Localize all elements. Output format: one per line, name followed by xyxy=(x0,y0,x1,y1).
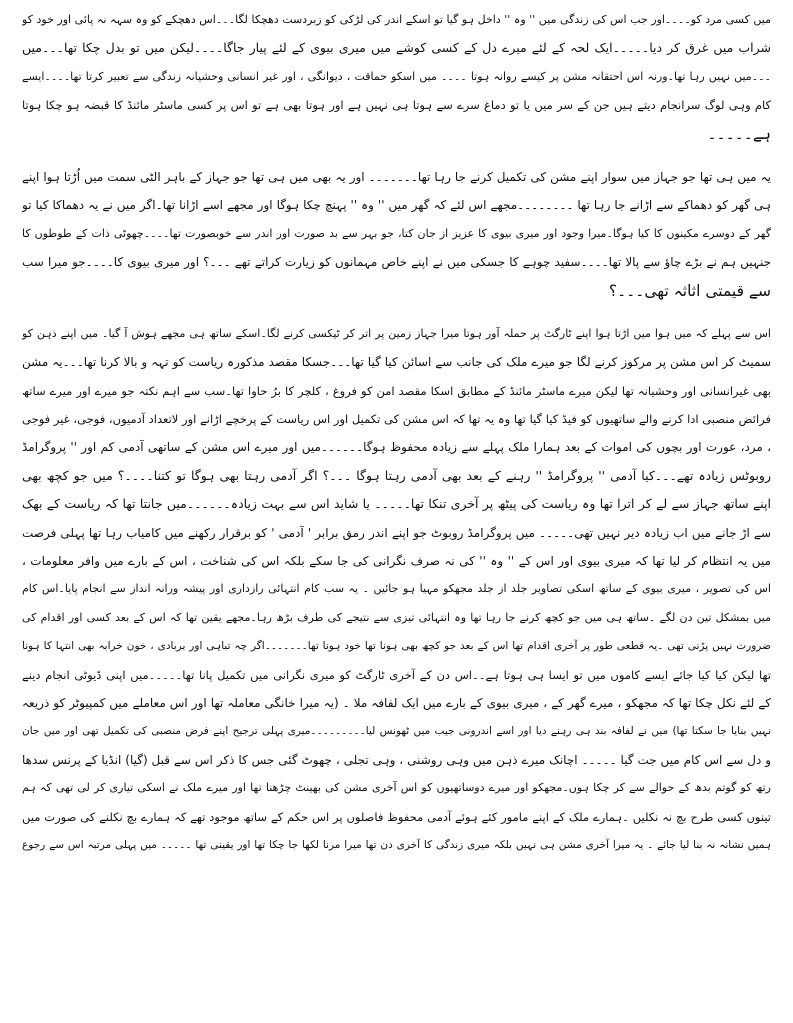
text-line: سے قیمتی اثاثہ تھی۔۔۔؟ xyxy=(608,281,771,300)
text-line: ضرورت نہیں پڑنی تھی ۔یہ قطعی طور پر آخری اقدام تھا اس کے بعد جو کچھ بھی ہونا تھا خود ہونا تھا۔۔۔۔۔۔۔اگر چہ تباہی اور بربادی ، خون خرابہ بھی انتہا کا ہونا xyxy=(22,640,771,653)
text-line: روبوٹس زیادہ تھے۔۔۔کیا آدمی '' پروگرامڈ '' رہنے کے بعد بھی آدمی رہتا ہوگا ۔۔۔؟ اگر آدمی رہتا بھی ہوگا تو کتنا۔۔۔۔؟ میں جو کچھ بھی xyxy=(22,467,771,483)
text-line: نہیں بنایا جا سکتا تھا) میں نے لفافہ بند ہی رہنے دیا اور اسے اندرونی جیب میں ٹھونس لیا۔۔۔۔۔۔۔۔۔میری پہلی ترجیح اپنے فرض منصبی کی تکمیل تھی اور میں جان xyxy=(22,725,771,738)
text-line: فرائض منصبی ادا کرنے والے ساتھیوں کو فیڈ کیا گیا تھا وہ یہ تھا کہ اس مشن کی تکمیل اور اس ریاست کے پرخچے اڑانے اور لاتعداد آدمیوں، فوجی، غیر فوجی xyxy=(22,412,771,427)
text-line: شراب میں غرق کر دیا۔۔۔۔۔ایک لحہ کے لئے میرے دل کے کسی کوشے میں میری بیوی کے لئے پیار جاگا۔۔۔۔لیکن میں تو بدل چکا تھا۔۔۔میں xyxy=(22,40,771,56)
paragraph-2 xyxy=(22,163,771,305)
text-line: ہی گھر کو دھماکے سے اڑانے جا رہا تھا ۔۔۔۔۔۔۔۔مجھے اس لئے کہ گھر میں '' وہ '' پہنچ چکا ہوگا اور مجھے اسے اڑانا تھا۔اگر میں نے یہ دھماکا کیا تو xyxy=(22,198,771,213)
text-line: ہے۔۔۔۔۔ xyxy=(707,124,771,143)
text-line: کے لئے نکل چکا تھا کہ مجھکو ، میرے گھر کے ، میری بیوی کے بارے میں ایک لفافہ ملا ۔ (یہ میرا خانگی معاملہ تھا اور اس معاملے میں کمپیوٹر کو ذریعہ xyxy=(22,695,771,710)
text-line: ، مرد، عورت اور بچوں کی اموات کے بعد ہمارا ملک پہلے سے زیادہ محفوظ ہوگا۔۔۔۔۔۔میں اور میرے اس مشن کے ساتھی آدمی کم اور '' پروگرامڈ xyxy=(22,440,771,455)
text-line: سے اڑ جانے میں اب زیادہ دیر نہیں تھی۔۔۔۔۔ میں پروگرامڈ روبوٹ جو اپنے اندر رمق برابر ' آدمی ' کو برقرار رکھنے میں کامیاب رہا تھا پہلی فرصت xyxy=(22,525,771,540)
text-line: سمیٹ کر اس مشن پر مرکوز کرنے لگا جو میرے ملک کی جانب سے اسائن کیا گیا تھا۔۔۔جسکا مقصد مذکورہ ریاست کو تہہ و بالا کرنا تھا۔۔۔یہ مشن xyxy=(22,355,771,370)
text-line: گھر کے دوسرے مکینوں کا کیا ہوگا۔میرا وجود اور میری بیوی کا عزیز از جان کتا، جو بہر سے بد صورت اور اندر سے خوبصورت تھا۔۔۔۔چھوٹی ذات کے طوطوں کا xyxy=(22,226,771,240)
text-line: بھی غیرانسانی اور وحشیانہ تھا لیکن میرے ماسٹر مائنڈ کے مطابق اسکا مقصد امن کو فروغ ، کلچر کا برُ حاوا تھا۔سب سے اہم نکتہ جو میرے اور میرے ساتھ xyxy=(22,383,771,398)
paragraph-3 xyxy=(22,320,771,859)
text-line: اس کی تصویر ، میری بیوی کے ساتھ اسکی تصاویر جلد از جلد مجھکو مہیا ہو جائیں ۔ یہ سب کام انتہائی رازداری اور پیشہ ورانہ انداز سے انجام پایا۔اس کام xyxy=(22,582,771,596)
text-line: اپنے ساتھ جہاز سے لے کر اترا تھا وہ ریاست کی پیٹھ پر آخری تنکا تھا۔۔۔۔۔ یا شاید اس سے بہت زیادہ۔۔۔۔۔۔میں جانتا تھا کہ ریاست کے بھک xyxy=(22,496,771,512)
text-line: اس سے پہلے کہ میں ہوا میں اڑتا ہوا اپنے ٹارگٹ پر حملہ آور ہوتا میرا جہاز زمین پر اتر کر ٹیکسی کرنے لگا۔اسکے ساتھ ہی مجھے ہوش آ گیا۔ میں اپنے ذہن کو xyxy=(22,326,771,340)
text-line: میں یہ انتظام کر لیا تھا کہ میری بیوی اور اس کے '' وہ '' کی نہ صرف نگرانی کی جا سکے بلکہ اس کی شناخت ، اس کے بارے میں وافر معلومات ، xyxy=(22,554,771,569)
paragraph-1 xyxy=(22,6,771,148)
text-line: تینوں کسی طرح بچ نہ نکلیں ۔ہمارے ملک کے اپنے مامور کئے ہوئے آدمی محفوظ فاصلوں پر اس حکم کے ساتھ موجود تھے کہ ہمارے بچ نکلنے کی صورت میں xyxy=(22,809,771,824)
text-line: یہ میں ہی تھا جو جہاز میں سوار اپنے مشن کی تکمیل کرنے جا رہا تھا۔۔۔۔۔۔۔ اور یہ بھی میں ہی تھا جو جہاز کے باہر الٹی سمت میں اُڑتا ہوا اپنے xyxy=(22,169,771,184)
text-line: ہمیں نشانہ نہ بنا لیا جائے ۔ یہ میرا آخری مشن ہی نہیں بلکہ میری زندگی کا آخری دن تھا میرا مرنا لکھا جا چکا تھا اور یقینی تھا ۔۔۔۔۔ میں پہلی مرتبہ اس سے رجوع xyxy=(22,838,771,851)
text-line: جنہیں ہم نے بڑے چاؤ سے پالا تھا۔۔۔۔سفید چوہے کا جسکی میں نے اپنے خاص مہمانوں کو زیارت کراتے تھے ۔۔۔؟ اور میری بیوی کا۔۔۔۔جو میرا سب xyxy=(22,255,771,270)
text-line: رتھ کو گوتم بدھ کے حوالے سے کر چکا ہوں۔مجھکو اور میرے دوساتھیوں کو اس آخری مشن کی بھینٹ چڑھنا تھا اور میرے ملک نے اسکی تیاری کر لی تھی کہ ہم xyxy=(22,781,771,795)
text-line: کام وہی لوگ سرانجام دیتے ہیں جن کے سر میں یا تو دماغ سرے سے ہوتا ہی نہیں ہے اور ہوتا بھی ہے تو اس پر کسی ماسٹر مائنڈ کا قبضہ ہو چکا ہوتا xyxy=(22,98,771,113)
text-line: ۔۔۔میں نہیں رہا تھا۔ورنہ اس احتقانہ مشن پر کیسے روانہ ہوتا ۔۔۔۔ میں اسکو حماقت ، دیوانگی ، اور غیر انسانی وحشیانہ زندگی سے تعبیر کرتا تھا۔۔۔۔ایسے xyxy=(22,69,771,83)
text-line: میں کسی مرد کو۔۔۔۔اور جب اس کی زندگی میں '' وہ '' داخل ہو گیا تو اسکے اندر کی لڑکی کو زبردست دھچکا لگا۔۔۔اس دھچکے کو وہ سہہ نہ پائی اور خود کو xyxy=(22,13,771,26)
text-line: و دل سے اس کام میں جت گیا ۔۔۔۔۔ اچانک میرے ذہن میں وہی روشنی ، وہی تجلی ، چھوٹ گئی جس کا ذکر اس سے قبل (گیا) انڈیا کے پرنس سدھا xyxy=(22,752,771,767)
text-line: میں بمشکل تین دن لگے ۔ساتھ ہی میں جو کچھ کرنے جا رہا تھا وہ انتہائی تیزی سے نتیجے کی طرف بڑھ رہا۔مجھے یقین تھا کہ اس کے بعد کسی اور اقدام کی xyxy=(22,610,771,624)
text-line: تھا لیکن کیا کیا جائے ایسے کاموں میں تو ایسا ہی ہوتا ہے۔۔اس دن کے آخری ٹارگٹ کو میری نگرانی میں تکمیل پانا تھا۔۔۔۔۔میں اپنی ڈیوٹی انجام دینے xyxy=(22,667,771,682)
